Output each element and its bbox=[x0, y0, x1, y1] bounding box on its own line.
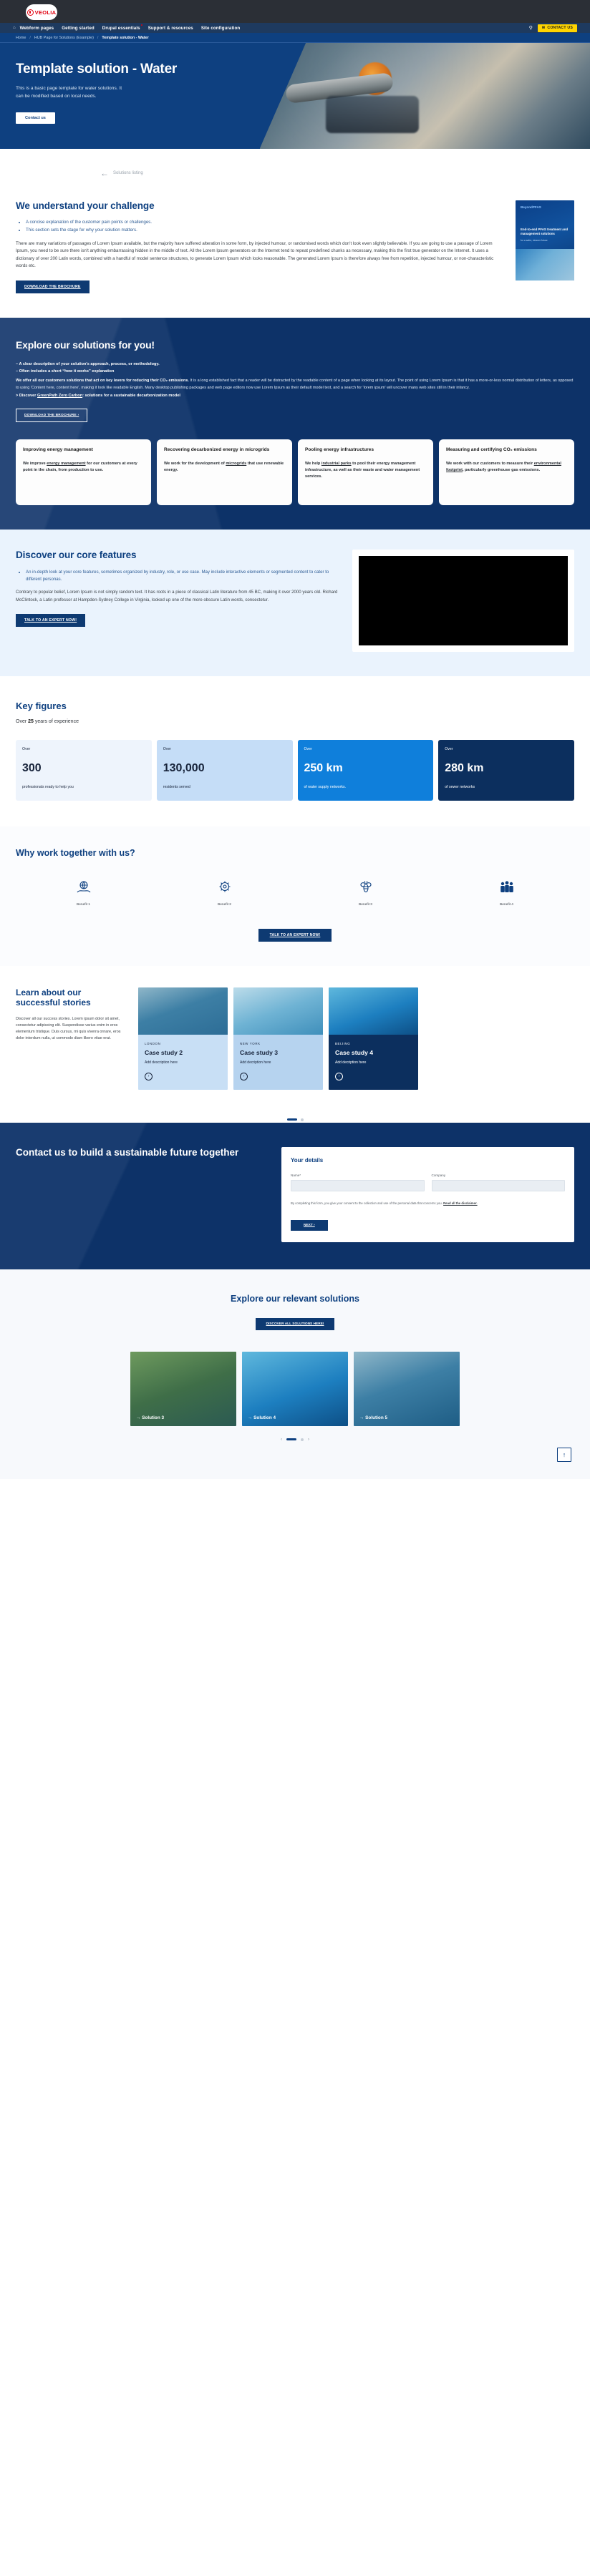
feature-card-body bbox=[164, 461, 285, 474]
figure-value: 300 bbox=[22, 761, 42, 774]
nav-item-label: Webform pages bbox=[19, 25, 54, 31]
download-brochure-button[interactable]: DOWNLOAD THE BROCHURE bbox=[16, 280, 90, 293]
breadcrumb bbox=[0, 33, 590, 43]
nav-item-label: Drupal essentials bbox=[102, 25, 140, 31]
explore-body-text: It is a long established fact that a reader will be distracted by the readable content of a page when looking at its layout. The point of using Lorem Ipsum is that it has a more-or-less normal distribution of letters, as opposed to using 'Content here, content here', making it look like readable English. Many desktop publishing packages and web page editors now use Lorem Ipsum as their default model text, and a search for 'lorem ipsum' will uncover many web sites still in their infancy. bbox=[16, 379, 574, 391]
feature-card-improving-energy-management[interactable] bbox=[16, 439, 151, 505]
feature-card-measuring-certifying-co2[interactable] bbox=[439, 439, 574, 505]
card-body-link[interactable]: microgrids bbox=[226, 462, 247, 467]
explore-dash-line-1: – A clear description of your solution's approach, process, or methodology. bbox=[16, 361, 160, 366]
case-studies-intro bbox=[16, 987, 127, 1042]
case-study-card-new-york[interactable] bbox=[233, 987, 323, 1090]
card-body-post: , particularly greenhouse gas emissions. bbox=[463, 467, 541, 472]
case-studies-section bbox=[0, 966, 590, 1108]
nav-items bbox=[20, 26, 241, 31]
hero-image bbox=[260, 43, 590, 149]
chevron-right-icon[interactable]: › bbox=[240, 1073, 248, 1080]
explore-download-brochure-button[interactable]: DOWNLOAD THE BROCHURE › bbox=[16, 409, 87, 422]
contact-us-button[interactable] bbox=[538, 24, 577, 32]
people-group-icon bbox=[498, 878, 516, 897]
nav-item-site-configuration[interactable] bbox=[201, 26, 240, 31]
case-study-city: LONDON bbox=[145, 1041, 161, 1045]
case-study-card-beijing[interactable] bbox=[329, 987, 418, 1090]
feature-card-title: Improving energy management bbox=[23, 447, 93, 452]
hero-contact-button[interactable]: Contact us bbox=[16, 112, 55, 124]
contact-form bbox=[281, 1147, 574, 1242]
arrow-up-icon: ↑ bbox=[562, 1450, 566, 1458]
mail-icon: ✉ bbox=[541, 26, 546, 30]
relevant-solutions-section bbox=[0, 1269, 590, 1442]
case-study-description: Add description here bbox=[145, 1060, 178, 1065]
page-title: Template solution - Water bbox=[16, 62, 178, 77]
globe-hands-icon bbox=[74, 878, 93, 897]
nav-item-label: Site configuration bbox=[200, 25, 241, 31]
brochure-logo: BeyondPFAS bbox=[521, 205, 541, 209]
discover-suffix: : solutions for a sustainable decarbonization model bbox=[82, 393, 180, 398]
why-talk-to-expert-button[interactable]: TALK TO AN EXPERT NOW! bbox=[258, 929, 332, 942]
case-studies-heading: Learn about our successful stories bbox=[16, 987, 91, 1008]
card-body-post: for our customers at every point in the chain, from production to use. bbox=[23, 462, 137, 472]
brochure-subtitle: for a safer, cleaner future bbox=[521, 239, 548, 242]
explore-lead-bold: We offer all our customers solutions that act on key levers for reducing their CO₂ emissions. bbox=[16, 379, 189, 384]
solution-card-label: → Solution 3 bbox=[136, 1415, 165, 1420]
back-to-top-button[interactable] bbox=[557, 1448, 571, 1462]
relevant-solutions-pagination[interactable] bbox=[16, 1426, 574, 1442]
feature-card-title: Pooling energy infrastructures bbox=[305, 447, 374, 452]
figure-over-label: Over bbox=[22, 746, 31, 751]
nav-item-webform-pages[interactable] bbox=[20, 26, 54, 31]
veolia-logo-text: VEOLIA bbox=[34, 9, 57, 16]
feature-card-body bbox=[23, 461, 144, 474]
disclaimer-link[interactable]: Read all the disclaimer. bbox=[443, 1201, 478, 1206]
carousel-dot[interactable] bbox=[301, 1118, 304, 1121]
next-button[interactable]: NEXT › bbox=[291, 1220, 328, 1231]
feature-card-title: Recovering decarbonized energy in microgrids bbox=[164, 447, 270, 452]
back-to-solutions-listing[interactable] bbox=[100, 169, 590, 177]
core-features-text bbox=[16, 550, 338, 627]
hero-banner bbox=[0, 43, 590, 149]
breadcrumb-home[interactable]: Home bbox=[16, 35, 26, 40]
talk-to-expert-button[interactable]: TALK TO AN EXPERT NOW! bbox=[16, 614, 85, 627]
chevron-left-icon[interactable]: ‹ bbox=[281, 1437, 282, 1442]
figure-description: of sewer networks bbox=[445, 784, 475, 789]
nav-item-drupal-essentials[interactable] bbox=[102, 26, 140, 31]
explore-cards bbox=[16, 439, 574, 505]
relevant-solutions-heading: Explore our relevant solutions bbox=[231, 1293, 359, 1304]
company-label: Company bbox=[431, 1173, 446, 1177]
card-body-post: to pool their energy management infrastructure, as well as their waste and water management services. bbox=[305, 462, 420, 479]
subtitle-number: 25 bbox=[28, 718, 34, 724]
benefit-label: Benefit 1 bbox=[77, 902, 90, 907]
benefit-4 bbox=[439, 878, 574, 907]
hero-content bbox=[0, 43, 284, 149]
company-field-group bbox=[432, 1174, 566, 1193]
card-body-link[interactable]: industrial parks bbox=[321, 462, 352, 467]
name-label: Name* bbox=[291, 1173, 301, 1177]
core-features-section bbox=[0, 530, 590, 676]
case-studies-paragraph: Discover all our success stories. Lorem ipsum dolor sit amet, consectetur adipiscing elit. Suspendisse varius enim in eros elementum tristique. Duis cursus, mi quis viverra ornare, eros dolor interdum nulla, ut commodo diam libero vitae erat. bbox=[16, 1017, 121, 1041]
veolia-mark-icon bbox=[27, 9, 34, 16]
discover-prefix: > Discover bbox=[16, 393, 38, 398]
feature-card-pooling-energy-infrastructures[interactable] bbox=[298, 439, 433, 505]
figure-card-water-networks bbox=[298, 740, 434, 801]
feature-card-title: Measuring and certifying CO₂ emissions bbox=[446, 447, 537, 452]
feature-card-recovering-decarbonized-energy[interactable] bbox=[157, 439, 292, 505]
home-icon[interactable]: ⌂ bbox=[13, 26, 16, 30]
carousel-dot-active[interactable] bbox=[287, 1118, 297, 1121]
contact-intro bbox=[16, 1147, 267, 1159]
nav-item-support-resources[interactable] bbox=[148, 26, 193, 31]
consent-body: By completing this form, you give your consent to the collection and use of the personal data that concerns you. bbox=[291, 1201, 442, 1206]
list-item: • This section sets the stage for why your solution matters. bbox=[26, 227, 500, 235]
veolia-logo[interactable] bbox=[26, 4, 57, 20]
explore-dash-line-2: – Often includes a short “how it works” explanation bbox=[16, 369, 115, 374]
main-nav bbox=[0, 23, 590, 33]
figure-description: of water supply networks. bbox=[304, 784, 347, 789]
understand-text-block bbox=[16, 200, 500, 293]
breadcrumb-separator: / bbox=[29, 35, 31, 40]
arrow-left-icon: ← bbox=[100, 168, 109, 178]
footer-strip bbox=[0, 1442, 590, 1479]
video-player[interactable] bbox=[352, 550, 574, 652]
brochure-photo bbox=[516, 249, 574, 280]
case-studies-carousel[interactable] bbox=[138, 987, 574, 1090]
card-body-pre: We help bbox=[305, 462, 321, 467]
benefit-1 bbox=[16, 878, 151, 907]
case-study-description: Add decription here bbox=[240, 1060, 271, 1065]
greenpath-link[interactable]: GreenPath Zero Carbon bbox=[37, 393, 83, 398]
benefit-3 bbox=[298, 878, 433, 907]
contact-us-label: CONTACT US bbox=[547, 26, 573, 30]
card-body-link[interactable]: environmental footprint bbox=[446, 462, 561, 472]
solution-card-3[interactable] bbox=[130, 1352, 236, 1426]
case-study-city: NEW YORK bbox=[240, 1041, 261, 1045]
feature-card-body bbox=[446, 461, 567, 474]
breadcrumb-parent[interactable]: HUB Page for Solutions (Example) bbox=[34, 35, 94, 40]
understand-paragraph: There are many variations of passages of Lorem Ipsum available, but the majority have suffered alteration in some form, by injected humour, or randomised words which don't look even slightly believable. If you are going to use a passage of Lorem Ipsum, you need to be sure there isn't anything embarrassing hidden in the middle of text. All the Lorem Ipsum generators on the Internet tend to repeat predefined chunks as necessary, making this the first true generator on the Internet. It uses a dictionary of over 200 Latin words, combined with a handful of model sentence structures, to generate Lorem Ipsum which looks reasonable. The generated Lorem Ipsum is therefore always free from repetition, injected humour, or non-characteristic words etc. bbox=[16, 240, 494, 269]
nav-item-label: Getting started bbox=[62, 25, 95, 31]
hero-pipe-decoration bbox=[285, 72, 394, 104]
breadcrumb-current: Template solution - Water bbox=[102, 35, 149, 40]
card-body-post: that use renewable energy. bbox=[164, 462, 284, 472]
top-bar bbox=[0, 0, 590, 23]
key-figures-section bbox=[0, 676, 590, 826]
why-heading: Why work together with us? bbox=[16, 847, 135, 858]
case-study-image bbox=[329, 987, 418, 1035]
subtitle-post: years of experience bbox=[33, 718, 79, 724]
understand-bullets bbox=[26, 219, 500, 235]
case-study-title: Case study 4 bbox=[335, 1048, 374, 1056]
benefit-label: Benefit 4 bbox=[500, 902, 513, 907]
nav-item-label: Support & resources bbox=[148, 25, 193, 31]
card-body-link[interactable]: energy management bbox=[47, 462, 86, 467]
explore-solutions-section bbox=[0, 318, 590, 530]
brochure-title: End-to-end PFAS treatment and management solutions bbox=[521, 228, 569, 235]
carousel-dot[interactable] bbox=[301, 1438, 304, 1441]
name-input[interactable] bbox=[291, 1180, 425, 1191]
figure-value: 130,000 bbox=[163, 761, 205, 774]
contact-heading: Contact us to build a sustainable future together bbox=[16, 1146, 239, 1158]
figure-description: professionals ready to help you bbox=[22, 784, 74, 789]
subtitle-pre: Over bbox=[16, 718, 29, 724]
case-study-description: Add decription here bbox=[335, 1060, 367, 1065]
breadcrumb-separator: / bbox=[97, 35, 99, 40]
consent-text bbox=[291, 1201, 565, 1206]
case-studies-pagination[interactable] bbox=[0, 1108, 590, 1123]
benefit-label: Benefit 2 bbox=[218, 902, 231, 907]
understand-section bbox=[0, 149, 590, 318]
solution-card-label: → Solution 5 bbox=[359, 1415, 388, 1420]
benefit-2 bbox=[157, 878, 292, 907]
figure-description: residents served bbox=[163, 784, 190, 789]
figure-value: 280 km bbox=[445, 761, 484, 774]
explore-discover-line bbox=[16, 394, 574, 398]
notification-dot-icon bbox=[141, 24, 142, 26]
why-work-together-section bbox=[0, 826, 590, 966]
case-study-title: Case study 3 bbox=[240, 1048, 279, 1056]
back-link-label: Solutions listing bbox=[113, 171, 143, 175]
list-item: • An in-depth look at your core features, sometimes organized by industry, role, or use case. May include interactive elements or segmented content to cater to different personas. bbox=[26, 569, 338, 583]
case-study-image bbox=[138, 987, 228, 1035]
key-figures-heading: Key figures bbox=[16, 700, 67, 711]
feature-card-body bbox=[305, 461, 426, 479]
explore-heading: Explore our solutions for you! bbox=[16, 338, 155, 351]
contact-section bbox=[0, 1123, 590, 1269]
key-figures-cards bbox=[16, 740, 574, 801]
nav-item-getting-started[interactable] bbox=[62, 26, 95, 31]
explore-paragraph bbox=[16, 377, 574, 391]
key-figures-subtitle bbox=[16, 719, 574, 724]
chevron-right-icon[interactable]: › bbox=[145, 1073, 153, 1080]
brochure-cover-image[interactable] bbox=[516, 200, 574, 280]
case-study-card-london[interactable] bbox=[138, 987, 228, 1090]
figure-card-sewer-networks bbox=[438, 740, 574, 801]
figure-over-label: Over bbox=[163, 746, 171, 751]
benefits-row bbox=[16, 878, 574, 907]
why-cta-row bbox=[16, 927, 574, 942]
company-input[interactable] bbox=[432, 1180, 566, 1191]
figure-card-residents bbox=[157, 740, 293, 801]
chevron-right-icon[interactable]: › bbox=[308, 1437, 309, 1442]
core-features-paragraph: Contrary to popular belief, Lorem Ipsum is not simply random text. It has roots in a piece of classical Latin literature from 45 BC, making it over 2000 years old. Richard McClintock, a Latin professor at Hampden-Sydney College in Virginia, looked up one of the more obscure Latin words, consectetur. bbox=[16, 590, 338, 602]
figure-over-label: Over bbox=[445, 746, 453, 751]
figure-value: 250 km bbox=[304, 761, 343, 774]
discover-all-solutions-button[interactable]: DISCOVER ALL SOLUTIONS HERE! bbox=[256, 1318, 334, 1330]
figure-over-label: Over bbox=[304, 746, 312, 751]
card-body-pre: We work for the development of bbox=[164, 462, 226, 467]
card-body-pre: We work with our customers to measure their bbox=[446, 462, 534, 467]
gear-leaf-icon bbox=[216, 878, 234, 897]
nav-right-actions bbox=[529, 24, 583, 32]
core-features-bullets bbox=[26, 569, 338, 583]
list-item: • A concise explanation of the customer pain points or challenges. bbox=[26, 219, 500, 227]
hero-intro: This is a basic page template for water solutions. It can be modified based on local needs. bbox=[16, 86, 122, 99]
search-icon[interactable]: ⚲ bbox=[528, 26, 533, 31]
case-study-title: Case study 2 bbox=[145, 1048, 183, 1056]
video-screen[interactable] bbox=[359, 556, 568, 645]
core-features-heading: Discover our core features bbox=[16, 549, 137, 560]
figure-card-professionals bbox=[16, 740, 152, 801]
case-study-image bbox=[233, 987, 323, 1035]
name-field-group bbox=[291, 1174, 425, 1193]
chevron-right-icon[interactable]: › bbox=[335, 1073, 343, 1080]
benefit-label: Benefit 3 bbox=[359, 902, 372, 907]
carousel-dot-active[interactable] bbox=[286, 1438, 296, 1440]
solution-card-5[interactable] bbox=[354, 1352, 460, 1426]
solution-card-4[interactable] bbox=[242, 1352, 348, 1426]
card-body-pre: We improve bbox=[23, 462, 47, 467]
understand-heading: We understand your challenge bbox=[16, 200, 155, 211]
solution-card-label: → Solution 4 bbox=[248, 1415, 276, 1420]
case-study-city: BEIJING bbox=[335, 1041, 351, 1045]
relevant-solutions-carousel[interactable] bbox=[16, 1352, 574, 1426]
bee-icon bbox=[357, 878, 375, 897]
form-title: Your details bbox=[291, 1156, 324, 1163]
